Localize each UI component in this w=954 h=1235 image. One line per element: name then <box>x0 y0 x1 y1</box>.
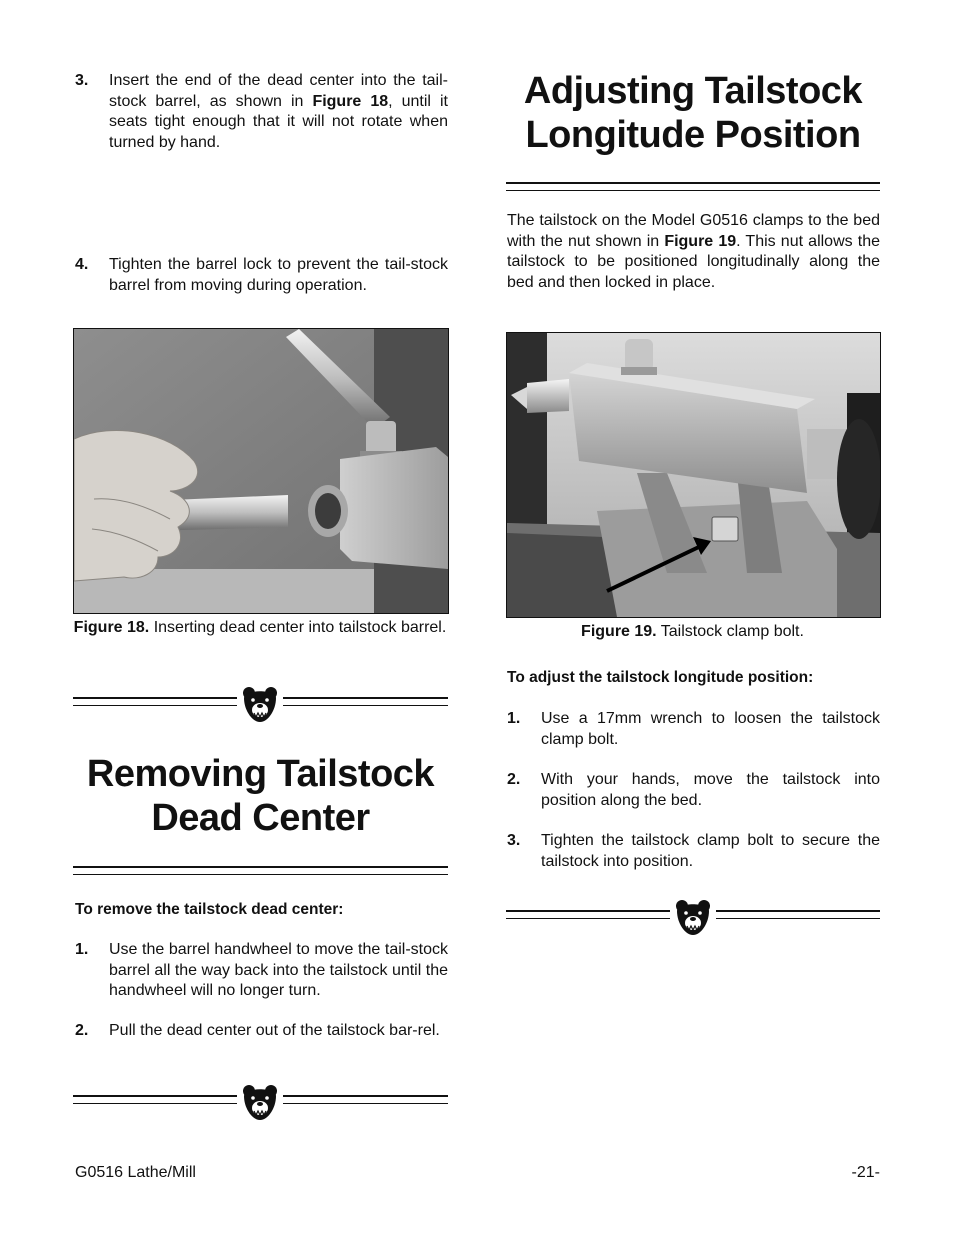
step-text: With your hands, move the tailstock into position along the bed. <box>541 771 880 809</box>
figure-18-photo <box>73 328 449 614</box>
figure-19-illustration <box>507 333 880 617</box>
step-number: 2. <box>75 1022 89 1039</box>
step-number: 4. <box>75 256 89 273</box>
step-number: 3. <box>507 832 521 849</box>
figure-18-caption: Figure 18. Inserting dead center into tailstock barrel. <box>73 619 447 636</box>
step-text: Pull the dead center out of the tailstock bar-rel. <box>109 1022 440 1039</box>
section-divider-left <box>506 910 670 919</box>
step-text: Insert the end of the dead center into the tail-stock barrel, as shown in Figure 18, until it seats tight enough that it will not rotate when turned by hand. <box>109 72 449 151</box>
section-divider-left <box>73 697 237 706</box>
tailstock-intro-paragraph: The tailstock on the Model G0516 clamps to the bed with the nut shown in Figure 19. This nut allows the tailstock to be positioned longitudinally along the bed and then locked in place. <box>507 212 880 291</box>
section-divider-right <box>283 697 448 706</box>
section-title-underline <box>73 866 448 875</box>
figure-19-photo <box>506 332 881 618</box>
section-divider-right <box>716 910 880 919</box>
step-text: Tighten the barrel lock to prevent the tail-stock barrel from moving during operation. <box>109 256 448 294</box>
bear-head-logo-icon <box>240 1082 280 1122</box>
figure-18-illustration <box>74 329 448 613</box>
step-number: 1. <box>75 941 89 958</box>
figure-19-caption: Figure 19. Tailstock clamp bolt. <box>581 623 804 640</box>
step-number: 3. <box>75 72 89 89</box>
section-divider-right <box>283 1095 448 1104</box>
step-text: Tighten the tailstock clamp bolt to secure the tailstock into position. <box>541 832 880 870</box>
step-text: Use the barrel handwheel to move the tail-stock barrel all the way back into the tailstock until the handwheel will no longer turn. <box>109 941 448 999</box>
section-title-removing-dead-center: Removing Tailstock Dead Center <box>86 753 435 839</box>
step-number: 2. <box>507 771 521 788</box>
subhead-adjust-longitude: To adjust the tailstock longitude position: <box>507 669 814 686</box>
section-title-adjusting-tailstock: Adjusting Tailstock Longitude Position <box>523 70 863 156</box>
step-number: 1. <box>507 710 521 727</box>
step-text: Use a 17mm wrench to loosen the tailstock clamp bolt. <box>541 710 880 748</box>
subhead-remove-dead-center: To remove the tailstock dead center: <box>75 901 344 918</box>
section-divider-left <box>73 1095 237 1104</box>
footer-model-name: G0516 Lathe/Mill <box>75 1164 196 1181</box>
section-title-underline <box>506 182 880 191</box>
bear-head-logo-icon <box>673 897 713 937</box>
footer-page-number: -21- <box>851 1164 880 1181</box>
bear-head-logo-icon <box>240 684 280 724</box>
